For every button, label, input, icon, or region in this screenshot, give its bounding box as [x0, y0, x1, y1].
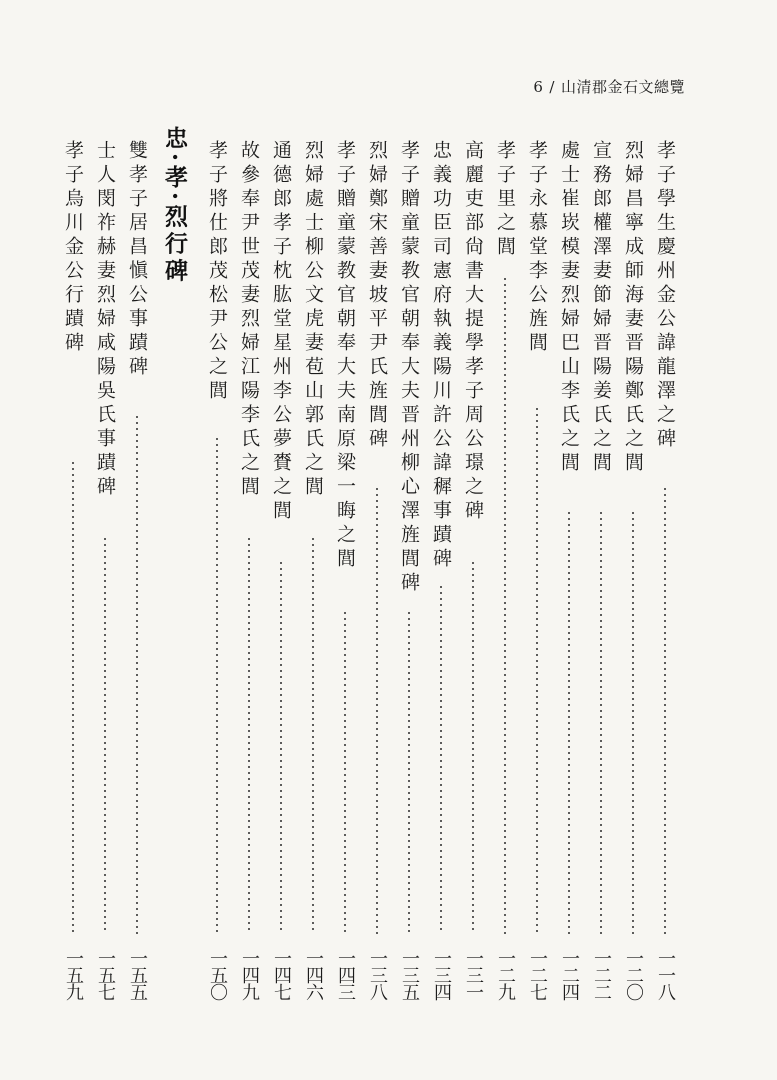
toc-entry-title: 宣務郎權澤妻節婦晋陽姜氏之閭	[590, 140, 612, 476]
toc-entry-title: 通德郎孝子枕肱堂星州李公夢賚之閭	[270, 140, 292, 524]
toc-entry-page: 一四九	[239, 949, 260, 1000]
dot-leader	[632, 510, 634, 934]
toc-entry-title: 孝子將仕郎茂松尹公之閭	[206, 140, 228, 404]
toc-entry-title: 孝子贈童蒙教官朝奉大夫南原梁一晦之閭	[334, 140, 356, 572]
dot-leader	[280, 560, 282, 934]
toc-entry-page: 一一八	[655, 949, 676, 1000]
toc-entry	[428, 140, 454, 1000]
toc-entry-page: 一四六	[303, 949, 324, 1000]
toc-entry-title: 故參奉尹世茂妻烈婦江陽李氏之閭	[238, 140, 260, 500]
dot-leader	[248, 536, 250, 934]
toc-entry	[524, 140, 550, 1000]
toc-entry-title: 士人閔祚赫妻烈婦咸陽吳氏事蹟碑	[94, 140, 116, 500]
dot-leader	[104, 536, 106, 934]
toc-entry-page: 一三八	[367, 949, 388, 1000]
running-header	[533, 76, 685, 97]
toc-entry	[556, 140, 582, 1000]
dot-leader	[72, 460, 74, 934]
toc-entry-title: 孝子學生慶州金公諱龍澤之碑	[654, 140, 676, 452]
dot-leader	[344, 610, 346, 934]
toc-entry	[92, 140, 118, 1000]
toc-entry-title: 烈婦處士柳公文虎妻苞山郭氏之閭	[302, 140, 324, 500]
toc-entry-page: 一五九	[63, 949, 84, 1000]
toc-entry-page: 一二四	[559, 949, 580, 1000]
dot-leader	[664, 486, 666, 934]
toc-entry-title: 孝子贈童蒙教官朝奉大夫晋州柳心澤旌閭碑	[398, 140, 420, 596]
header-separator: /	[549, 78, 555, 96]
toc-entry-page: 一二七	[527, 949, 548, 1000]
toc-entry	[300, 140, 326, 1000]
dot-leader	[600, 510, 602, 934]
toc-entry	[492, 140, 518, 1000]
dot-leader	[136, 414, 138, 934]
toc-entry	[268, 140, 294, 1000]
section-heading: 忠·孝·烈行碑	[161, 126, 188, 286]
toc-entry-title: 高麗吏部尙書大提學孝子周公璟之碑	[462, 140, 484, 524]
toc-entry-page: 一五七	[95, 949, 116, 1000]
toc-entry-title: 雙孝子居昌愼公事蹟碑	[126, 140, 148, 380]
toc-entry	[396, 140, 422, 1000]
toc-entry	[652, 140, 678, 1000]
dot-leader	[408, 610, 410, 934]
toc-entry-title: 烈婦鄭宋善妻坡平尹氏旌閭碑	[366, 140, 388, 452]
toc-entry-page: 一三五	[399, 949, 420, 1000]
toc-entry-page: 一五〇	[207, 949, 228, 1000]
toc-entry-page: 一三一	[463, 949, 484, 1000]
book-title: 山清郡金石文總覽	[560, 78, 685, 96]
toc-entry-title: 忠義功臣司憲府執義陽川許公諱穉事蹟碑	[430, 140, 452, 572]
toc-entry	[588, 140, 614, 1000]
dot-leader	[312, 536, 314, 934]
toc-entry-title: 孝子永慕堂李公旌閭	[526, 140, 548, 356]
toc-entry	[620, 140, 646, 1000]
toc-entry	[460, 140, 486, 1000]
dot-leader	[472, 560, 474, 934]
toc-entry-page: 一二〇	[623, 949, 644, 1000]
toc-entry-page: 一二九	[495, 949, 516, 1000]
toc-entry	[124, 140, 150, 1000]
toc-entry-page: 一四七	[271, 949, 292, 1000]
dot-leader	[536, 406, 538, 934]
toc-entry-page: 一五五	[127, 949, 148, 1000]
toc-entry-title: 烈婦昌寧成師海妻晋陽鄭氏之閭	[622, 140, 644, 476]
page-number: 6	[533, 78, 544, 96]
dot-leader	[440, 584, 442, 934]
toc-entry	[364, 140, 390, 1000]
dot-leader	[568, 510, 570, 934]
toc-entry-title: 處士崔崁模妻烈婦巴山李氏之閭	[558, 140, 580, 476]
toc-entry	[60, 140, 86, 1000]
toc-entry-page: 一二二	[591, 949, 612, 1000]
toc-entry	[236, 140, 262, 1000]
dot-leader	[504, 276, 506, 934]
toc-entry-title: 孝子里之閭	[494, 140, 516, 260]
dot-leader	[376, 486, 378, 934]
toc-entry-page: 一三四	[431, 949, 452, 1000]
toc-entry-page: 一四三	[335, 949, 356, 1000]
toc-entry-title: 孝子烏川金公行蹟碑	[62, 140, 84, 356]
toc-entry	[204, 140, 230, 1000]
dot-leader	[216, 436, 218, 934]
toc-entry	[332, 140, 358, 1000]
